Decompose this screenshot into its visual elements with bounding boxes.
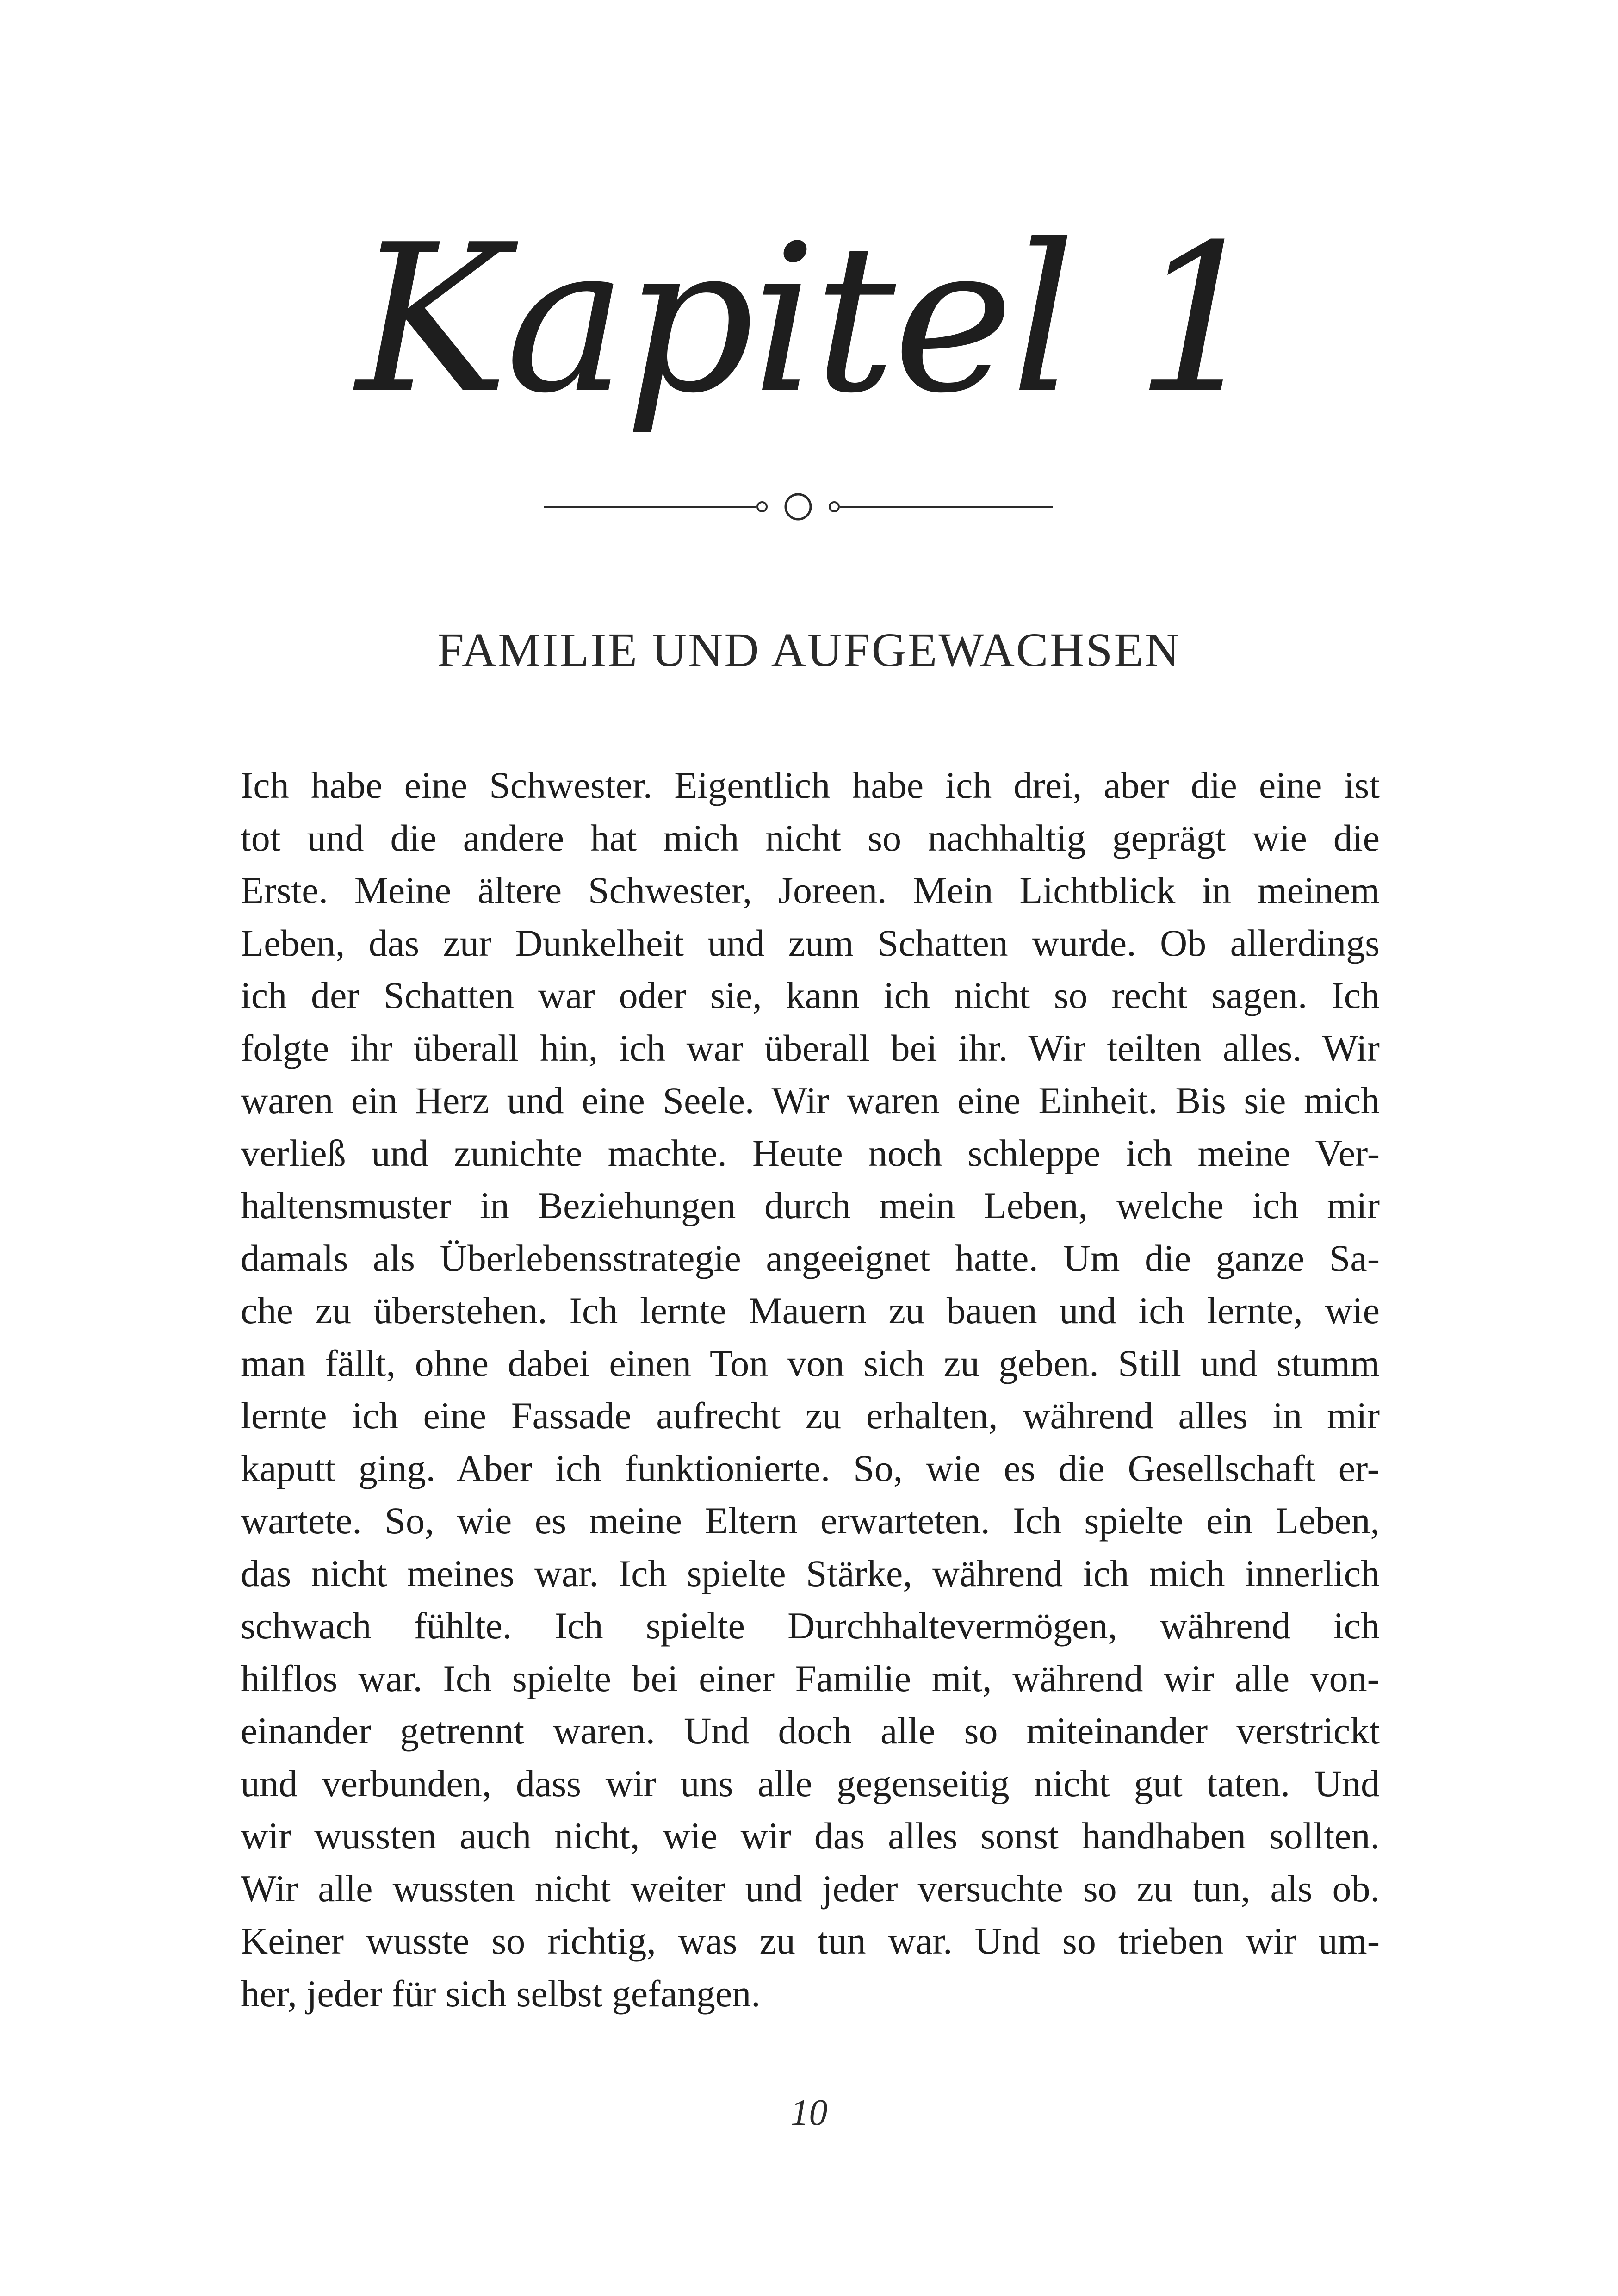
text-line: tot und die andere hat mich nicht so nachhaltig geprägt wie die [241, 816, 1380, 859]
text-line: wartete. So, wie es meine Eltern erwarteten. Ich spielte ein Leben, [241, 1500, 1380, 1542]
text-line: ich der Schatten war oder sie, kann ich nicht so recht sagen. Ich [241, 974, 1380, 1016]
divider-ornament [541, 491, 1055, 523]
section-title: FAMILIE UND AUFGEWACHSEN [437, 623, 1181, 677]
text-line: kaputt ging. Aber ich funktionierte. So, wie es die Gesellschaft er- [241, 1447, 1380, 1489]
text-line: Leben, das zur Dunkelheit und zum Schatten wurde. Ob allerdings [241, 921, 1380, 964]
text-line: haltensmuster in Beziehungen durch mein Leben, welche ich mir [241, 1184, 1380, 1226]
text-line: Wir alle wussten nicht weiter und jeder versuchte so zu tun, als ob. [241, 1867, 1380, 1910]
text-line: lernte ich eine Fassade aufrecht zu erhalten, während alles in mir [241, 1394, 1380, 1437]
text-line: man fällt, ohne dabei einen Ton von sich zu geben. Still und stumm [241, 1342, 1380, 1384]
chapter-title: Kapitel 1 [356, 201, 1262, 438]
body-paragraph [241, 759, 1380, 2020]
text-line: damals als Überlebensstrategie angeeignet hatte. Um die ganze Sa- [241, 1237, 1380, 1279]
text-line: waren ein Herz und eine Seele. Wir waren eine Einheit. Bis sie mich [241, 1079, 1380, 1121]
text-line: che zu überstehen. Ich lernte Mauern zu bauen und ich lernte, wie [241, 1289, 1380, 1332]
text-line: und verbunden, dass wir uns alle gegenseitig nicht gut taten. Und [241, 1762, 1380, 1804]
text-line: Erste. Meine ältere Schwester, Joreen. Mein Lichtblick in meinem [241, 869, 1380, 911]
text-line: her, jeder für sich selbst gefangen. [241, 1972, 761, 2015]
page-number: 10 [790, 2092, 828, 2133]
text-line: wir wussten auch nicht, wie wir das alles sonst handhaben sollten. [241, 1815, 1380, 1857]
text-line: folgte ihr überall hin, ich war überall bei ihr. Wir teilten alles. Wir [241, 1027, 1380, 1069]
text-line: einander getrennt waren. Und doch alle so miteinander verstrickt [241, 1710, 1380, 1752]
text-line: Ich habe eine Schwester. Eigentlich habe ich drei, aber die eine ist [241, 764, 1380, 806]
text-line: verließ und zunichte machte. Heute noch schleppe ich meine Ver- [241, 1132, 1380, 1174]
text-line: schwach fühlte. Ich spielte Durchhaltevermögen, während ich [241, 1605, 1380, 1647]
text-line: Keiner wusste so richtig, was zu tun war. Und so trieben wir um- [241, 1920, 1380, 1962]
text-line: hilflos war. Ich spielte bei einer Familie mit, während wir alle von- [241, 1657, 1380, 1699]
text-line: das nicht meines war. Ich spielte Stärke, während ich mich innerlich [241, 1552, 1380, 1594]
